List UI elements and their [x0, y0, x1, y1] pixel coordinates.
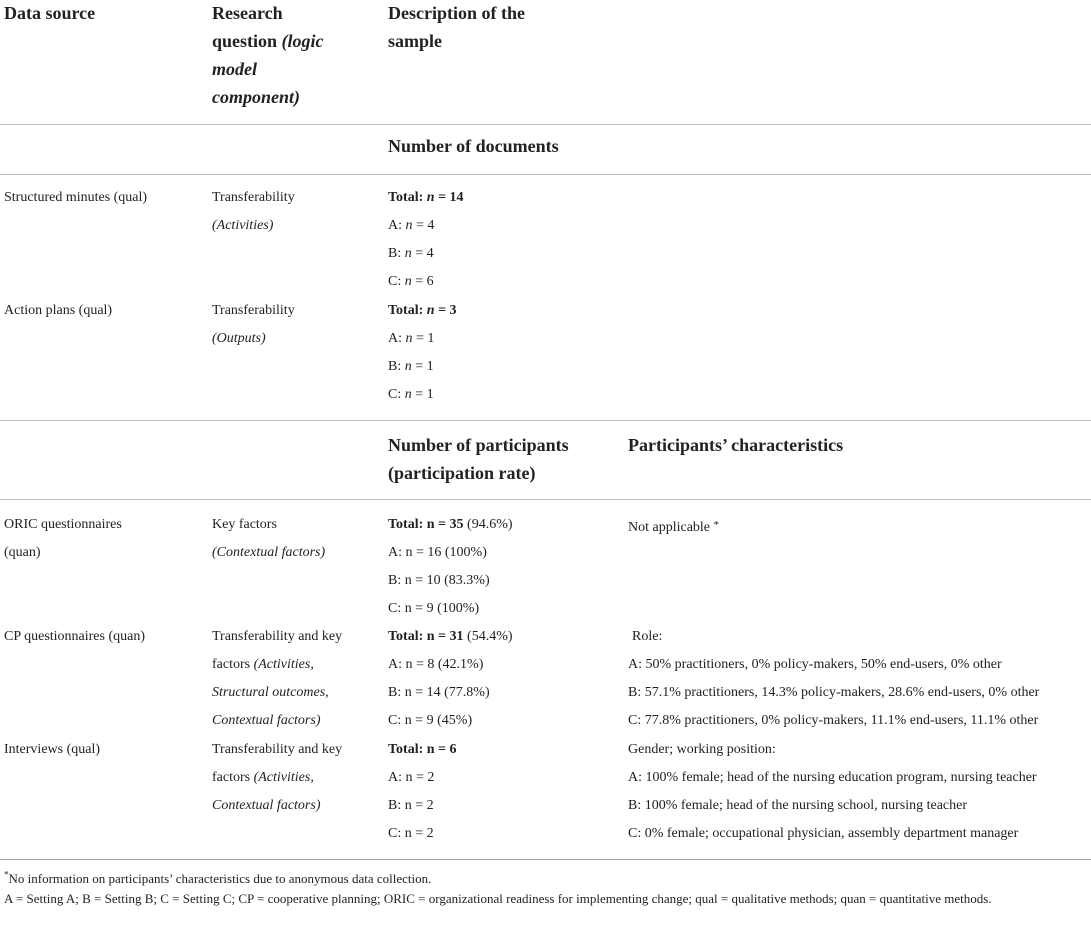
row-interviews-source: Interviews (qual)	[4, 742, 101, 757]
footnote-star-marker: *	[713, 519, 720, 531]
header-description: Description of the sample	[388, 3, 525, 51]
row-cp-sample: Total: n = 31 (54.4%) A: n = 8 (42.1%) B: n = 14 (77.8%) C: n = 9 (45%)	[388, 629, 513, 728]
row-structured-minutes-question: Transferability (Activities)	[212, 190, 295, 233]
divider-documents	[0, 174, 1091, 175]
header-research-question: Research question (logic model component)	[212, 3, 324, 107]
divider-header	[0, 124, 1091, 125]
row-interviews-sample: Total: n = 6 A: n = 2 B: n = 2 C: n = 2	[388, 742, 457, 841]
row-oric-source: ORIC questionnaires (quan)	[4, 517, 122, 560]
row-structured-minutes-source: Structured minutes (qual)	[4, 190, 148, 205]
row-oric-sample: Total: n = 35 (94.6%) A: n = 16 (100%) B: n = 10 (83.3%) C: n = 9 (100%)	[388, 517, 513, 616]
section-number-of-participants: Number of participants (participation rate)	[388, 435, 569, 483]
footnote-anonymous: *No information on participants’ characteristics due to anonymous data collection.	[4, 869, 432, 886]
header-research-question-italic: (logic	[281, 31, 324, 51]
footnote-abbreviations: A = Setting A; B = Setting B; C = Setting C; CP = cooperative planning; ORIC = organizational readiness for implementing change; qual = qualitative methods; quan = quantitative methods.	[4, 891, 992, 906]
section-participants-characteristics: Participants’ characteristics	[628, 435, 844, 455]
divider-participants	[0, 499, 1091, 500]
row-oric-question: Key factors (Contextual factors)	[212, 517, 326, 560]
section-number-of-documents: Number of documents	[388, 136, 559, 156]
row-cp-characteristics: Role: A: 50% practitioners, 0% policy-makers, 50% end-users, 0% other B: 57.1% practitioners, 14.3% policy-makers, 28.6% end-users, 0% other C: 77.8% practitioners, 0% policy-makers, 11.1% end-users, 11.1% other	[628, 629, 1040, 728]
row-oric-characteristics: Not applicable *	[628, 519, 720, 535]
row-interviews-characteristics: Gender; working position: A: 100% female; head of the nursing education program, nursing teacher B: 100% female; head of the nursing school, nursing teacher C: 0% female; occupational physician, assembly department manager	[628, 742, 1037, 841]
row-action-plans-sample: Total: n = 3 A: n = 1 B: n = 1 C: n = 1	[388, 303, 457, 402]
row-action-plans-source: Action plans (qual)	[4, 303, 113, 318]
row-cp-question: Transferability and key factors (Activities, Structural outcomes, Contextual factors)	[212, 629, 343, 728]
divider-footer	[0, 859, 1091, 860]
row-action-plans-question: Transferability (Outputs)	[212, 303, 295, 346]
row-cp-source: CP questionnaires (quan)	[4, 629, 146, 644]
row-interviews-question: Transferability and key factors (Activities, Contextual factors)	[212, 742, 343, 813]
row-structured-minutes-sample: Total: n = 14 A: n = 4 B: n = 4 C: n = 6	[388, 190, 464, 289]
header-data-source: Data source	[4, 3, 96, 23]
divider-before-participants	[0, 420, 1091, 421]
